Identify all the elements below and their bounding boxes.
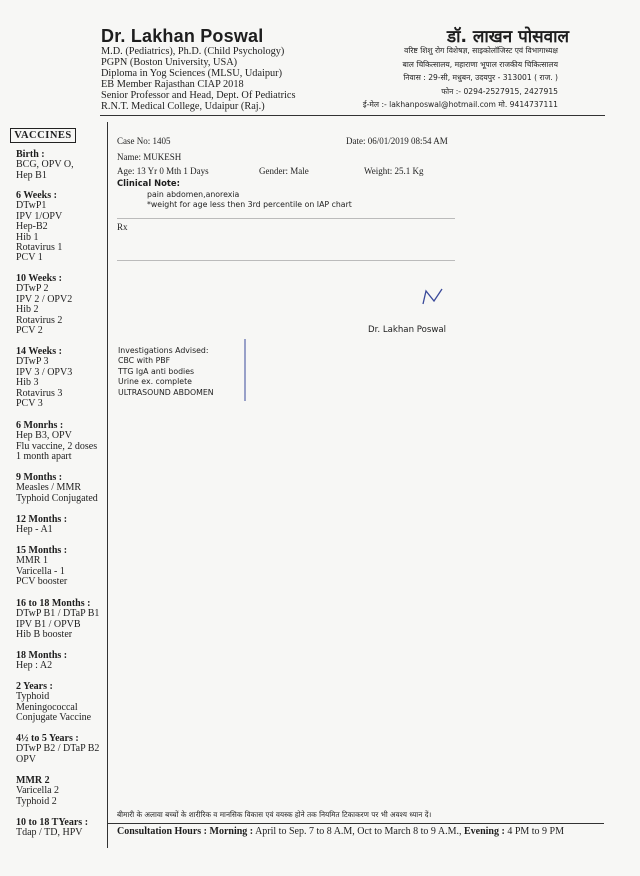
vaccine-item: Hep-B2 [16, 221, 48, 233]
hindi-line: निवास : 29-सी, मधुबन, उदयपुर - 313001 ( राज. ) [403, 73, 558, 83]
patient-weight: Weight: 25.1 Kg [364, 166, 424, 176]
qualifications-block [101, 46, 295, 113]
qualification-line: R.N.T. Medical College, Udaipur (Raj.) [101, 101, 265, 113]
footer-divider [108, 823, 604, 824]
consultation-hours [117, 826, 564, 837]
vaccine-group [16, 347, 72, 409]
vaccine-item: PCV 2 [16, 325, 43, 337]
vaccine-item: DTwP 2 [16, 283, 49, 295]
vaccine-group-heading: Birth : [16, 149, 45, 160]
clinical-note-line: *weight for age less then 3rd percentile on IAP chart [147, 200, 352, 209]
vaccine-item: Flu vaccine, 2 doses [16, 440, 98, 452]
vaccine-item: PCV 1 [16, 252, 43, 264]
rx-divider [117, 260, 455, 261]
qualification-line: Senior Professor and Head, Dept. Of Pediatrics [101, 90, 296, 102]
vaccine-item: Meningococcal [16, 701, 78, 713]
vaccine-item: Varicella - 1 [16, 565, 65, 577]
vaccine-group [16, 150, 74, 181]
investigations-block [118, 346, 214, 398]
vaccine-group [16, 776, 59, 807]
vaccine-item: Hep B1 [16, 169, 47, 181]
vaccine-item: Hep : A2 [16, 660, 53, 672]
vaccines-title: VACCINES [10, 128, 76, 143]
hindi-address-block [348, 44, 558, 112]
header-divider [100, 115, 605, 116]
qualification-line: Diploma in Yog Sciences (MLSU, Udaipur) [101, 68, 283, 80]
vaccine-group-heading: 15 Months : [16, 545, 68, 556]
vaccine-item: MMR 1 [16, 555, 48, 567]
vaccine-item: 1 month apart [16, 451, 72, 463]
vaccine-group-heading: 9 Months : [16, 472, 63, 483]
vaccine-item: Hib 1 [16, 231, 39, 243]
vaccine-item: DTwP B1 / DTaP B1 [16, 608, 100, 620]
vaccine-item: Tdap / TD, HPV [16, 827, 83, 839]
vaccine-group [16, 818, 88, 839]
vaccine-item: DTwP B2 / DTaP B2 [16, 743, 100, 755]
vaccine-group-heading: MMR 2 [16, 775, 50, 786]
case-date: Date: 06/01/2019 08:54 AM [346, 136, 448, 146]
vaccine-group [16, 274, 72, 336]
vaccine-item: IPV B1 / OPVB [16, 618, 81, 630]
vaccine-group [16, 473, 98, 504]
vaccine-item: Rotavirus 1 [16, 242, 63, 254]
vaccine-item: Hep B3, OPV [16, 430, 72, 442]
clinical-notes [147, 190, 352, 210]
vaccine-group [16, 191, 62, 264]
clinical-note-line: pain abdomen,anorexia [147, 190, 240, 199]
qualification-line: M.D. (Pediatrics), Ph.D. (Child Psychology) [101, 46, 285, 57]
investigation-item: ULTRASOUND ABDOMEN [118, 387, 214, 397]
signature-icon [420, 287, 446, 307]
vaccine-item: Conjugate Vaccine [16, 712, 92, 724]
vaccine-item: Hib B booster [16, 629, 73, 641]
hindi-line: ई-मेल :- lakhanposwal@hotmail.com मो. 9414737111 [362, 100, 558, 110]
vaccine-group [16, 515, 67, 536]
qualification-line: EB Member Rajasthan CIAP 2018 [101, 79, 244, 91]
vaccine-item: OPV [16, 753, 37, 765]
vaccine-group-heading: 10 to 18 TYears : [16, 817, 89, 828]
vaccine-item: Hep - A1 [16, 524, 53, 536]
vaccine-group [16, 734, 99, 765]
investigations-label: Investigations Advised: [118, 346, 209, 355]
pen-mark-icon [244, 339, 246, 401]
hours-label: Consultation Hours : [117, 826, 208, 837]
vaccine-group-heading: 14 Weeks : [16, 346, 62, 357]
footer-hindi-note: बीमारी के अलावा बच्चों के शारीरिक व मानसिक विकास एवं वयस्क होने तक नियमित टिकाकरण पर भी अवश्य ध्यान दें। [117, 810, 432, 819]
vaccine-group-heading: 10 Weeks : [16, 273, 62, 284]
morning-hours: April to Sep. 7 to 8 A.M, Oct to March 8 to 9 A.M., [255, 826, 462, 837]
vaccine-item: IPV 1/OPV [16, 210, 63, 222]
vaccine-item: Measles / MMR [16, 482, 81, 494]
doctor-name-hindi: डॉ. लाखन पोसवाल [447, 27, 569, 47]
investigation-item: Urine ex. complete [118, 377, 192, 387]
vaccine-group-heading: 4½ to 5 Years : [16, 733, 79, 744]
vaccine-item: PCV 3 [16, 398, 43, 410]
sidebar-divider [107, 122, 108, 848]
vaccine-group-heading: 6 Weeks : [16, 190, 57, 201]
vaccine-item: Hib 2 [16, 304, 39, 316]
hindi-line: फोन :- 0294-2527915, 2427915 [441, 86, 558, 96]
hindi-line: बाल चिकित्सालय, महाराणा भूपाल राजकीय चिकित्सालय [402, 59, 558, 69]
signature-name: Dr. Lakhan Poswal [368, 325, 447, 335]
vaccine-group-heading: 16 to 18 Months : [16, 598, 91, 609]
vaccine-item: PCV booster [16, 576, 68, 588]
vaccine-item: Hib 3 [16, 377, 39, 389]
patient-age: Age: 13 Yr 0 Mth 1 Days [117, 166, 209, 176]
evening-label: Evening : [463, 826, 505, 837]
doctor-name: Dr. Lakhan Poswal [101, 26, 264, 46]
vaccine-group [16, 421, 97, 463]
vaccine-group-heading: 12 Months : [16, 514, 68, 525]
vaccine-group-heading: 18 Months : [16, 650, 68, 661]
vaccine-item: Varicella 2 [16, 785, 60, 797]
vaccine-item: Typhoid 2 [16, 795, 57, 807]
vaccine-item: IPV 3 / OPV3 [16, 366, 73, 378]
vaccine-group [16, 599, 99, 641]
vaccine-group [16, 546, 67, 588]
investigation-item: TTG IgA anti bodies [118, 366, 195, 376]
vaccine-item: BCG, OPV O, [16, 159, 74, 171]
vaccine-group-heading: 2 Years : [16, 681, 53, 692]
rx-label: Rx [117, 222, 128, 232]
vaccine-item: Rotavirus 2 [16, 314, 63, 326]
vaccine-group [16, 682, 91, 724]
morning-label: Morning : [209, 826, 254, 837]
hindi-line: वरिष्ट शिशु रोग विशेषज्ञ, साइकोलॉजिस्ट एवं विभागाध्यक्ष [404, 46, 558, 55]
clinical-note-label: Clinical Note: [117, 178, 180, 188]
vaccine-item: Typhoid [16, 691, 50, 703]
vaccine-item: Rotavirus 3 [16, 387, 63, 399]
notes-divider [117, 218, 455, 219]
vaccine-item: IPV 2 / OPV2 [16, 293, 73, 305]
patient-gender: Gender: Male [259, 166, 309, 176]
case-number: Case No: 1405 [117, 136, 171, 146]
vaccine-group-heading: 6 Monrhs : [16, 420, 64, 431]
vaccine-group [16, 651, 67, 672]
vaccine-item: DTwP 3 [16, 356, 49, 368]
qualification-line: PGPN (Boston University, USA) [101, 57, 238, 69]
patient-name: Name: MUKESH [117, 152, 182, 162]
vaccine-item: DTwP1 [16, 200, 47, 212]
investigation-item: CBC with PBF [118, 356, 171, 366]
vaccine-item: Typhoid Conjugated [16, 492, 98, 504]
evening-hours: 4 PM to 9 PM [507, 826, 564, 837]
